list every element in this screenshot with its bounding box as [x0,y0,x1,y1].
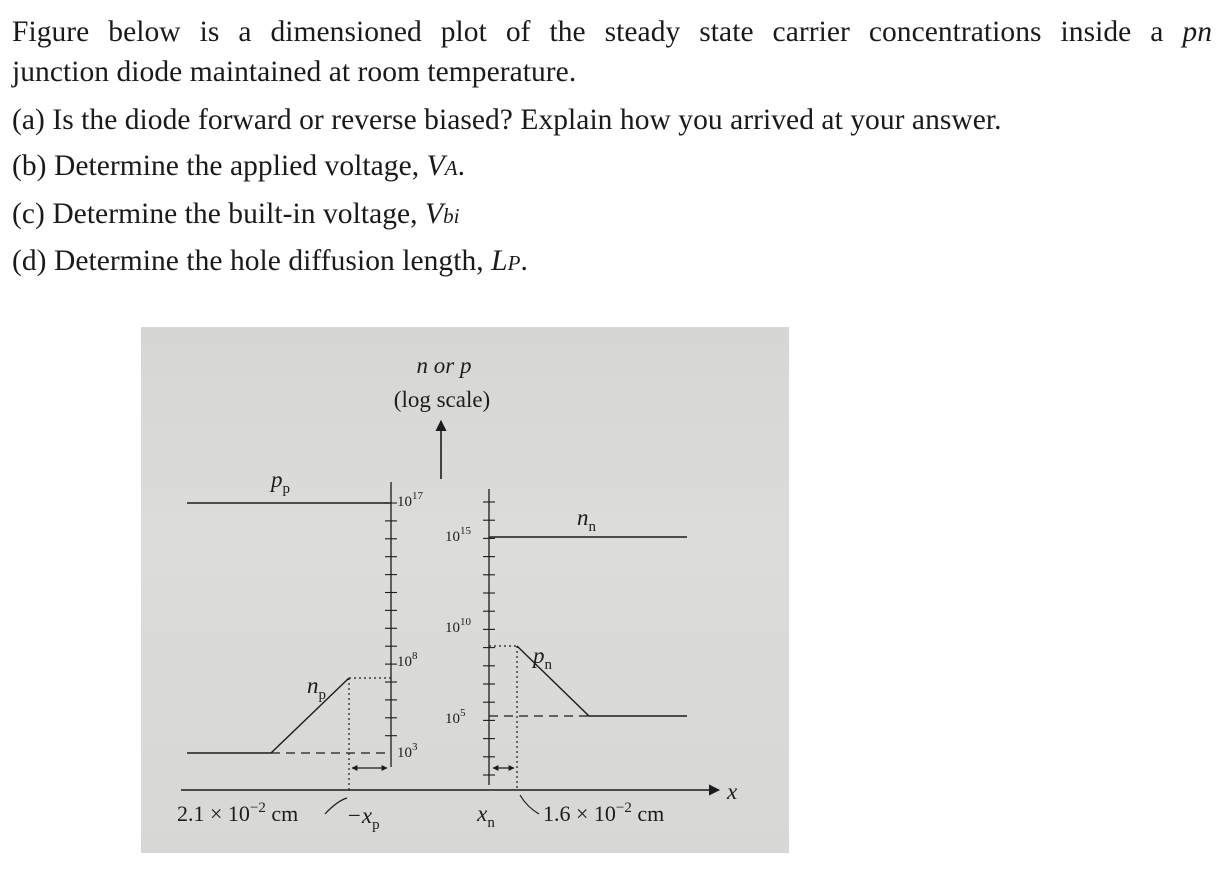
question-intro-line1 [12,14,1212,50]
y-axis-label-line1: n or p [416,353,472,378]
part-b-var: V [426,150,445,182]
xn-label: $x_n$ [477,801,495,831]
pn-label: $p_n$ [533,643,552,673]
pp-label: $p_p$ [271,467,290,497]
right-tick-label-1e15: $10^{15}$ [445,525,471,545]
x-axis-label: x [727,779,738,804]
question-part-b [12,148,465,186]
question-part-c [12,196,460,234]
left-tick-label-1e3: $10^3$ [397,741,418,761]
carrier-concentration-figure [141,327,789,853]
left-dimension-leader [325,798,347,814]
left-dimension-label: $2.1 \times 10^{-2}$ cm [177,800,299,826]
np-label: $n_p$ [307,673,326,703]
part-d-end: . [520,245,528,277]
part-d-var: L [491,245,508,277]
y-axis-label-line2: (log scale) [393,387,491,412]
part-d-text: (d) Determine the hole diffusion length, [12,245,484,277]
question-intro-pn: pn [1182,16,1212,48]
right-tick-label-1e5: $10^5$ [445,707,466,727]
part-b-sub: A [444,156,458,180]
left-tick-label-1e8: $10^8$ [397,650,418,670]
part-c-sub: bi [443,204,460,228]
right-dimension-label: $1.6 \times 10^{-2}$ cm [543,800,665,826]
part-b-text: (b) Determine the applied voltage, [12,150,420,182]
carrier-plot-svg [141,327,789,853]
left-tick-label-1e17: $10^{17}$ [397,490,423,510]
right-tick-label-1e10: $10^{10}$ [445,616,471,636]
part-b-end: . [457,150,466,182]
question-part-a: (a) Is the diode forward or reverse biased? Explain how you arrived at your answer. [12,104,1002,136]
neg-xp-label: $-x_p$ [346,803,380,833]
question-intro-line2: junction diode maintained at room temperature. [12,56,577,88]
part-c-var: V [425,198,444,230]
right-dimension-leader [520,795,539,814]
question-part-d [12,243,528,281]
part-d-sub: P [507,251,521,275]
question-intro-text: Figure below is a dimensioned plot of the steady state carrier concentrations inside a [12,16,1164,48]
nn-label: $n_n$ [577,505,596,535]
part-c-text: (c) Determine the built-in voltage, [12,198,418,230]
